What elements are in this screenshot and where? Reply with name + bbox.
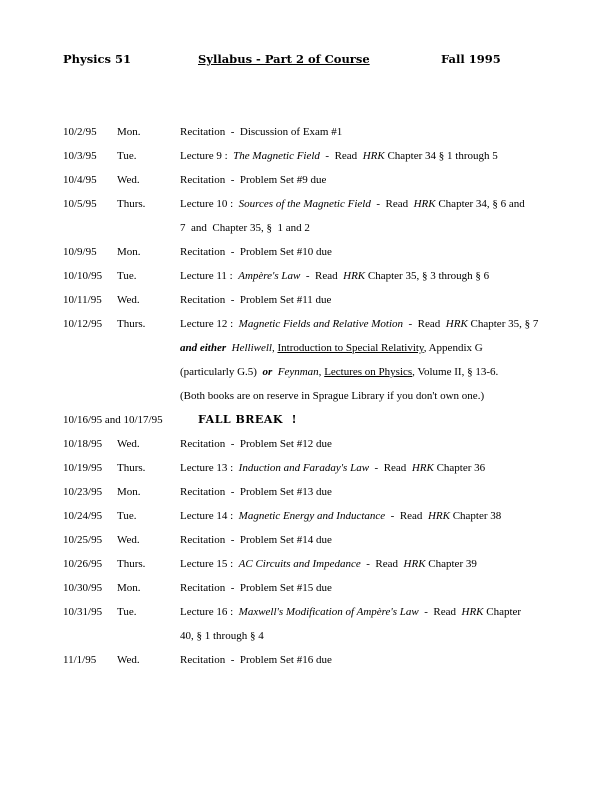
reading: Chapter 35, § 3 through § 6 (365, 270, 490, 282)
row-day: Mon. (117, 582, 141, 594)
textbook: HRK (362, 150, 385, 162)
schedule-row-continuation (0, 340, 612, 356)
lecture-number: Lecture 15 : (180, 558, 239, 570)
reading-alternative-1 (180, 340, 483, 356)
row-date: 10/26/95 (63, 558, 103, 570)
lecture-topic: Sources of the Magnetic Field (238, 198, 371, 210)
row-day: Thurs. (117, 198, 146, 210)
row-description: Recitation - Problem Set #13 due (180, 486, 332, 498)
lecture-topic: Magnetic Energy and Inductance (238, 510, 386, 522)
row-date: 10/4/95 (63, 174, 97, 186)
schedule-row (0, 484, 612, 500)
row-date: 10/2/95 (63, 126, 97, 138)
row-description (180, 604, 521, 620)
read-label: - Read (418, 606, 462, 618)
schedule-row (0, 292, 612, 308)
lecture-number: Lecture 11 : (180, 270, 239, 282)
schedule-row (0, 556, 612, 572)
lecture-number: Lecture 16 : (180, 606, 239, 618)
lecture-topic: AC Circuits and Impedance (238, 558, 361, 570)
row-description (180, 316, 538, 332)
reading-continued: 40, § 1 through § 4 (180, 630, 264, 642)
schedule-row (0, 316, 612, 332)
row-day: Tue. (117, 150, 137, 162)
textbook: HRK (461, 606, 484, 618)
textbook: HRK (411, 462, 434, 474)
row-description (180, 268, 489, 284)
read-label: - Read (369, 462, 412, 474)
row-description: Recitation - Problem Set #11 due (180, 294, 332, 306)
reserve-note: (Both books are on reserve in Sprague Library if you don't own one.) (180, 390, 485, 402)
read-label: - Read (300, 270, 344, 282)
lecture-number: Lecture 9 : (180, 150, 234, 162)
textbook: HRK (413, 198, 436, 210)
row-description (180, 460, 485, 476)
row-description: Recitation - Problem Set #16 due (180, 654, 332, 666)
lecture-number: Lecture 10 : (180, 198, 239, 210)
lecture-topic: Induction and Faraday's Law (238, 462, 370, 474)
row-date: 10/10/95 (63, 270, 103, 282)
reading: Chapter 38 (449, 510, 502, 522)
schedule-row (0, 508, 612, 524)
lecture-topic: The Magnetic Field (233, 150, 320, 162)
row-date: 10/31/95 (63, 606, 103, 618)
schedule-row (0, 532, 612, 548)
document-title: Syllabus - Part 2 of Course (198, 52, 370, 66)
either-label: and either (180, 342, 227, 354)
lecture-number: Lecture 12 : (180, 318, 239, 330)
row-description (180, 508, 501, 524)
read-label: - Read (403, 318, 446, 330)
row-day: Thurs. (117, 462, 146, 474)
row-date: 10/9/95 (63, 246, 97, 258)
fall-break-dates: 10/16/95 and 10/17/95 (63, 414, 163, 426)
course-name: Physics 51 (63, 52, 132, 66)
schedule-row (0, 460, 612, 476)
row-date: 10/18/95 (63, 438, 103, 450)
book-title: Introduction to Special Relativity (277, 342, 424, 354)
book-title: Lectures on Physics (324, 366, 413, 378)
row-date: 10/5/95 (63, 198, 97, 210)
fall-break-row (0, 412, 612, 428)
textbook: HRK (343, 270, 366, 282)
or-label: or (262, 366, 273, 378)
schedule-row (0, 604, 612, 620)
term: Fall 1995 (441, 52, 501, 66)
row-date: 10/3/95 (63, 150, 97, 162)
schedule-row (0, 124, 612, 140)
row-date: 10/23/95 (63, 486, 103, 498)
row-description (180, 556, 477, 572)
textbook: HRK (445, 318, 468, 330)
row-description: Recitation - Problem Set #14 due (180, 534, 332, 546)
textbook: HRK (403, 558, 426, 570)
book-location: , Volume II, § 13-6. (412, 366, 499, 378)
schedule-row (0, 268, 612, 284)
row-date: 10/12/95 (63, 318, 103, 330)
author: Helliwell, (231, 342, 275, 354)
row-description: Recitation - Problem Set #12 due (180, 438, 332, 450)
row-date: 10/25/95 (63, 534, 103, 546)
reading: Chapter 36 (433, 462, 486, 474)
schedule-row (0, 436, 612, 452)
row-day: Thurs. (117, 318, 146, 330)
schedule-row (0, 196, 612, 212)
reading: Chapter (483, 606, 522, 618)
read-label: - Read (360, 558, 404, 570)
row-description: Recitation - Problem Set #15 due (180, 582, 332, 594)
row-day: Tue. (117, 510, 137, 522)
read-label: - Read (385, 510, 428, 522)
row-day: Wed. (117, 294, 140, 306)
row-day: Mon. (117, 486, 141, 498)
row-day: Mon. (117, 126, 141, 138)
schedule-row (0, 580, 612, 596)
row-date: 10/24/95 (63, 510, 103, 522)
lecture-topic: Maxwell's Modification of Ampère's Law (238, 606, 419, 618)
schedule-row (0, 172, 612, 188)
row-date: 10/30/95 (63, 582, 103, 594)
lecture-topic: Ampère's Law (238, 270, 301, 282)
row-day: Wed. (117, 438, 140, 450)
row-date: 10/19/95 (63, 462, 103, 474)
textbook: HRK (427, 510, 450, 522)
row-day: Tue. (117, 270, 137, 282)
row-day: Tue. (117, 606, 137, 618)
lecture-number: Lecture 13 : (180, 462, 239, 474)
fall-break-label: FALL BREAK ! (198, 413, 297, 426)
row-description: Recitation - Discussion of Exam #1 (180, 126, 343, 138)
schedule-row (0, 244, 612, 260)
row-description: Recitation - Problem Set #10 due (180, 246, 332, 258)
schedule-row-continuation (0, 628, 612, 644)
lecture-number: Lecture 14 : (180, 510, 239, 522)
row-day: Thurs. (117, 558, 146, 570)
book-location: , Appendix G (423, 342, 483, 354)
reading: Chapter 34 § 1 through 5 (384, 150, 498, 162)
row-day: Mon. (117, 246, 141, 258)
reading-continued: 7 and Chapter 35, § 1 and 2 (180, 222, 310, 234)
reading: Chapter 35, § 7 (467, 318, 539, 330)
row-description (180, 148, 498, 164)
row-description: Recitation - Problem Set #9 due (180, 174, 327, 186)
lecture-topic: Magnetic Fields and Relative Motion (238, 318, 404, 330)
row-date: 10/11/95 (63, 294, 102, 306)
author: Feynman, (277, 366, 322, 378)
schedule-row (0, 652, 612, 668)
read-label: - Read (319, 150, 363, 162)
schedule-row-continuation (0, 220, 612, 236)
reading-alternative-2 (180, 364, 498, 380)
reading: Chapter 34, § 6 and (435, 198, 525, 210)
schedule-row (0, 148, 612, 164)
row-description (180, 196, 525, 212)
row-day: Wed. (117, 534, 140, 546)
reading: Chapter 39 (425, 558, 477, 570)
section-note: (particularly G.5) (180, 366, 257, 378)
schedule-row-continuation (0, 388, 612, 404)
read-label: - Read (370, 198, 414, 210)
schedule-row-continuation (0, 364, 612, 380)
row-day: Wed. (117, 654, 140, 666)
row-day: Wed. (117, 174, 140, 186)
row-date: 11/1/95 (63, 654, 97, 666)
